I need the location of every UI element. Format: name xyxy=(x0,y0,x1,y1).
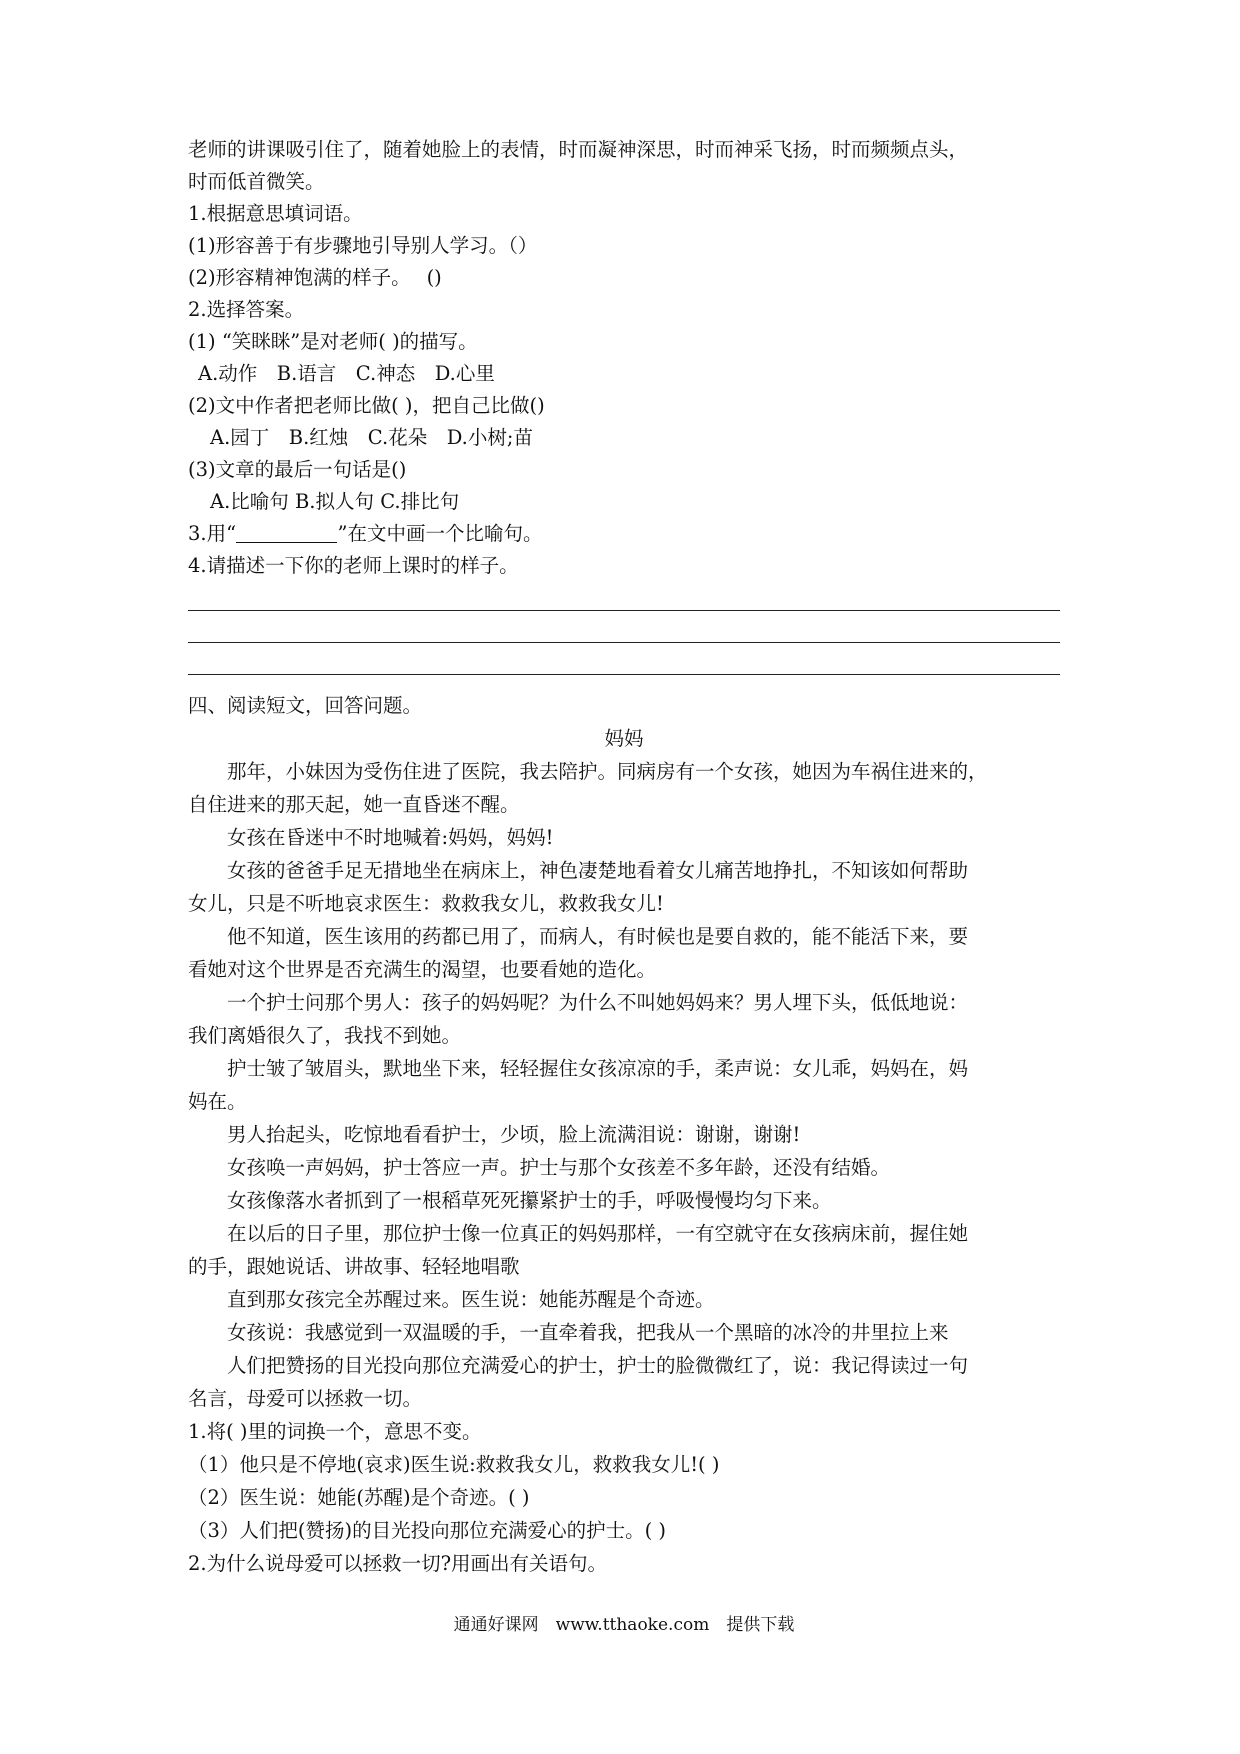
q3-text-after: ”在文中画一个比喻句。 xyxy=(337,522,543,545)
passage-line: 女孩的爸爸手足无措地坐在病床上，神色凄楚地看着女儿痛苦地挣扎，不知该如何帮助 xyxy=(227,859,969,882)
passage-title: 妈妈 xyxy=(604,727,644,750)
passage-line: 女孩在昏迷中不时地喊着:妈妈，妈妈! xyxy=(227,826,554,849)
question-item: (2)形容精神饱满的样子。 () xyxy=(188,266,442,289)
answer-options: A.比喻句 B.拟人句 C.排比句 xyxy=(210,490,460,513)
question-title: 2.为什么说母爱可以拯救一切?用画出有关语句。 xyxy=(188,1552,608,1575)
question-item: (1) “笑眯眯”是对老师( )的描写。 xyxy=(188,330,478,353)
question-title xyxy=(188,518,1060,550)
passage-line: 那年，小妹因为受伤住进了医院，我去陪护。同病房有一个女孩，她因为车祸住进来的， xyxy=(227,760,988,783)
answer-line xyxy=(188,610,1060,611)
question-item: （3）人们把(赞扬)的目光投向那位充满爱心的护士。( ) xyxy=(188,1519,667,1542)
passage-line: 他不知道，医生该用的药都已用了，而病人，有时候也是要自救的，能不能活下来，要 xyxy=(227,925,969,948)
passage-line: 妈在。 xyxy=(188,1090,247,1113)
question-item: (1)形容善于有步骤地引导别人学习。（） xyxy=(188,234,538,257)
q3-text-before: 3.用“ xyxy=(188,522,237,545)
section-heading: 四、阅读短文，回答问题。 xyxy=(188,694,423,717)
passage-line: 在以后的日子里，那位护士像一位真正的妈妈那样，一有空就守在女孩病床前，握住她 xyxy=(227,1222,969,1245)
passage-line: 女儿，只是不听地哀求医生：救救我女儿，救救我女儿! xyxy=(188,892,664,915)
passage-line: 女孩说：我感觉到一双温暖的手，一直牵着我，把我从一个黑暗的冰冷的井里拉上来 xyxy=(227,1321,949,1344)
passage-line: 名言，母爱可以拯救一切。 xyxy=(188,1387,423,1410)
passage-line: 老师的讲课吸引住了，随着她脸上的表情，时而凝神深思，时而神采飞扬，时而频频点头， xyxy=(188,138,969,161)
page-footer: 通通好课网 www.tthaoke.com 提供下载 xyxy=(453,1615,795,1635)
passage-line: 护士皱了皱眉头，默地坐下来，轻轻握住女孩凉凉的手，柔声说：女儿乖，妈妈在，妈 xyxy=(227,1057,969,1080)
question-title: 4.请描述一下你的老师上课时的样子。 xyxy=(188,554,519,577)
passage-line: 时而低首微笑。 xyxy=(188,170,325,193)
answer-line xyxy=(188,674,1060,675)
question-item: (3)文章的最后一句话是() xyxy=(188,458,407,481)
passage-line: 的手，跟她说话、讲故事、轻轻地唱歌 xyxy=(188,1255,520,1278)
question-title: 1.根据意思填词语。 xyxy=(188,202,363,225)
underline-mark xyxy=(236,522,337,543)
question-item: （2）医生说：她能(苏醒)是个奇迹。( ) xyxy=(188,1486,530,1509)
passage-line: 女孩像落水者抓到了一根稻草死死攥紧护士的手，呼吸慢慢均匀下来。 xyxy=(227,1189,832,1212)
passage-line: 看她对这个世界是否充满生的渴望，也要看她的造化。 xyxy=(188,958,657,981)
question-title: 2.选择答案。 xyxy=(188,298,305,321)
question-item: (2)文中作者把老师比做( )，把自己比做() xyxy=(188,394,545,417)
passage-line: 我们离婚很久了，我找不到她。 xyxy=(188,1024,462,1047)
answer-options: A.园丁 B.红烛 C.花朵 D.小树;苗 xyxy=(210,426,533,449)
passage-line: 人们把赞扬的目光投向那位充满爱心的护士，护士的脸微微红了，说：我记得读过一句 xyxy=(227,1354,969,1377)
answer-line xyxy=(188,642,1060,643)
passage-line: 女孩唤一声妈妈，护士答应一声。护士与那个女孩差不多年龄，还没有结婚。 xyxy=(227,1156,891,1179)
passage-line: 自住进来的那天起，她一直昏迷不醒。 xyxy=(188,793,520,816)
passage-line: 一个护士问那个男人：孩子的妈妈呢？为什么不叫她妈妈来？男人埋下头，低低地说： xyxy=(227,991,969,1014)
question-title: 1.将( )里的词换一个，意思不变。 xyxy=(188,1420,482,1443)
question-item: （1）他只是不停地(哀求)医生说:救救我女儿，救救我女儿!( ) xyxy=(188,1453,720,1476)
answer-options: A.动作 B.语言 C.神态 D.心里 xyxy=(198,362,495,385)
passage-line: 男人抬起头，吃惊地看看护士，少顷，脸上流满泪说：谢谢，谢谢! xyxy=(227,1123,801,1146)
passage-line: 直到那女孩完全苏醒过来。医生说：她能苏醒是个奇迹。 xyxy=(227,1288,715,1311)
